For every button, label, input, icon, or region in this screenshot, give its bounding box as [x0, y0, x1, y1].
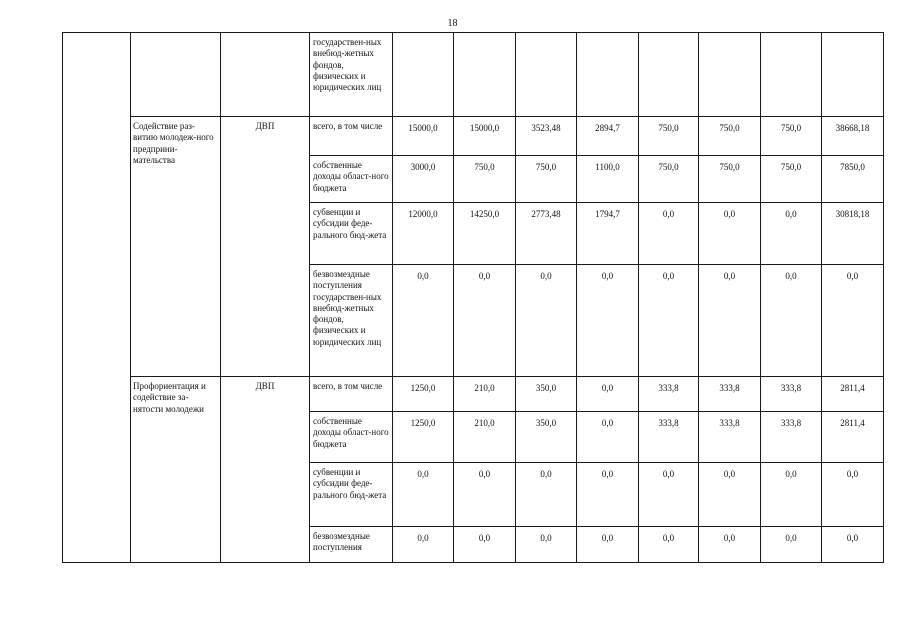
value-cell: 0,0 — [761, 265, 822, 377]
value-cell: 0,0 — [699, 203, 761, 265]
value-cell: 750,0 — [761, 117, 822, 156]
value-cell: 0,0 — [699, 265, 761, 377]
value-cell: 333,8 — [639, 377, 699, 412]
funding-source-cell: безвозмездные поступления — [310, 527, 393, 563]
funding-source-cell: собственные доходы област-ного бюджета — [310, 412, 393, 463]
table-row — [63, 117, 884, 156]
value-cell: 2894,7 — [577, 117, 639, 156]
funding-source-cell: собственные доходы област-ного бюджета — [310, 156, 393, 203]
funding-source-cell: всего, в том числе — [310, 377, 393, 412]
value-cell: 0,0 — [454, 265, 516, 377]
value-cell — [761, 33, 822, 117]
value-cell: 350,0 — [516, 412, 577, 463]
value-cell: 750,0 — [454, 156, 516, 203]
value-cell: 0,0 — [822, 265, 884, 377]
value-cell: 2811,4 — [822, 412, 884, 463]
page-number: 18 — [447, 18, 458, 29]
value-cell: 0,0 — [639, 463, 699, 527]
value-cell: 2811,4 — [822, 377, 884, 412]
executor-cell: ДВП — [221, 377, 310, 563]
value-cell: 0,0 — [761, 203, 822, 265]
value-cell: 0,0 — [454, 527, 516, 563]
value-cell: 750,0 — [639, 117, 699, 156]
table-row — [63, 33, 884, 117]
program-cell: Профориентация и содействие за-нятости молодежи — [131, 377, 221, 563]
value-cell: 0,0 — [639, 265, 699, 377]
value-cell: 750,0 — [699, 117, 761, 156]
value-cell — [393, 33, 454, 117]
value-cell: 0,0 — [822, 527, 884, 563]
value-cell: 1794,7 — [577, 203, 639, 265]
value-cell: 1250,0 — [393, 412, 454, 463]
value-cell — [516, 33, 577, 117]
value-cell: 0,0 — [577, 527, 639, 563]
table-row — [63, 377, 884, 412]
funding-source-cell: субвенции и субсидии феде-рального бюд-жета — [310, 463, 393, 527]
funding-source-cell: безвозмездные поступления государствен-ных внебюд-жетных фондов, физических и юридических лиц — [310, 265, 393, 377]
value-cell: 14250,0 — [454, 203, 516, 265]
value-cell: 0,0 — [577, 377, 639, 412]
value-cell: 0,0 — [577, 265, 639, 377]
value-cell: 15000,0 — [393, 117, 454, 156]
value-cell: 30818,18 — [822, 203, 884, 265]
value-cell: 0,0 — [577, 463, 639, 527]
value-cell: 1250,0 — [393, 377, 454, 412]
budget-table — [62, 32, 884, 563]
value-cell: 0,0 — [577, 412, 639, 463]
value-cell: 333,8 — [761, 377, 822, 412]
value-cell — [699, 33, 761, 117]
value-cell: 333,8 — [639, 412, 699, 463]
value-cell: 1100,0 — [577, 156, 639, 203]
program-cell — [131, 33, 221, 117]
value-cell: 350,0 — [516, 377, 577, 412]
value-cell: 12000,0 — [393, 203, 454, 265]
value-cell — [639, 33, 699, 117]
value-cell: 333,8 — [699, 412, 761, 463]
value-cell: 0,0 — [761, 463, 822, 527]
value-cell: 0,0 — [699, 463, 761, 527]
value-cell: 210,0 — [454, 412, 516, 463]
value-cell — [577, 33, 639, 117]
value-cell: 0,0 — [393, 265, 454, 377]
value-cell: 0,0 — [516, 527, 577, 563]
value-cell: 333,8 — [761, 412, 822, 463]
value-cell: 0,0 — [454, 463, 516, 527]
value-cell: 750,0 — [761, 156, 822, 203]
value-cell: 0,0 — [516, 265, 577, 377]
executor-cell — [221, 33, 310, 117]
value-cell: 3523,48 — [516, 117, 577, 156]
value-cell: 750,0 — [516, 156, 577, 203]
value-cell: 38668,18 — [822, 117, 884, 156]
value-cell: 15000,0 — [454, 117, 516, 156]
value-cell — [454, 33, 516, 117]
value-cell: 750,0 — [699, 156, 761, 203]
funding-source-cell: государствен-ных внебюд-жетных фондов, физических и юридических лиц — [310, 33, 393, 117]
value-cell: 0,0 — [393, 527, 454, 563]
funding-source-cell: всего, в том числе — [310, 117, 393, 156]
value-cell: 3000,0 — [393, 156, 454, 203]
value-cell: 0,0 — [822, 463, 884, 527]
value-cell: 0,0 — [639, 203, 699, 265]
value-cell: 0,0 — [516, 463, 577, 527]
number-column-cell — [63, 33, 131, 563]
value-cell: 0,0 — [699, 527, 761, 563]
executor-cell: ДВП — [221, 117, 310, 377]
value-cell: 210,0 — [454, 377, 516, 412]
value-cell: 7850,0 — [822, 156, 884, 203]
value-cell: 0,0 — [761, 527, 822, 563]
value-cell: 2773,48 — [516, 203, 577, 265]
value-cell: 0,0 — [639, 527, 699, 563]
program-cell: Содействие раз-витию молодеж-ного предприни-мательства — [131, 117, 221, 377]
value-cell — [822, 33, 884, 117]
value-cell: 0,0 — [393, 463, 454, 527]
funding-source-cell: субвенции и субсидии феде-рального бюд-жета — [310, 203, 393, 265]
value-cell: 333,8 — [699, 377, 761, 412]
value-cell: 750,0 — [639, 156, 699, 203]
